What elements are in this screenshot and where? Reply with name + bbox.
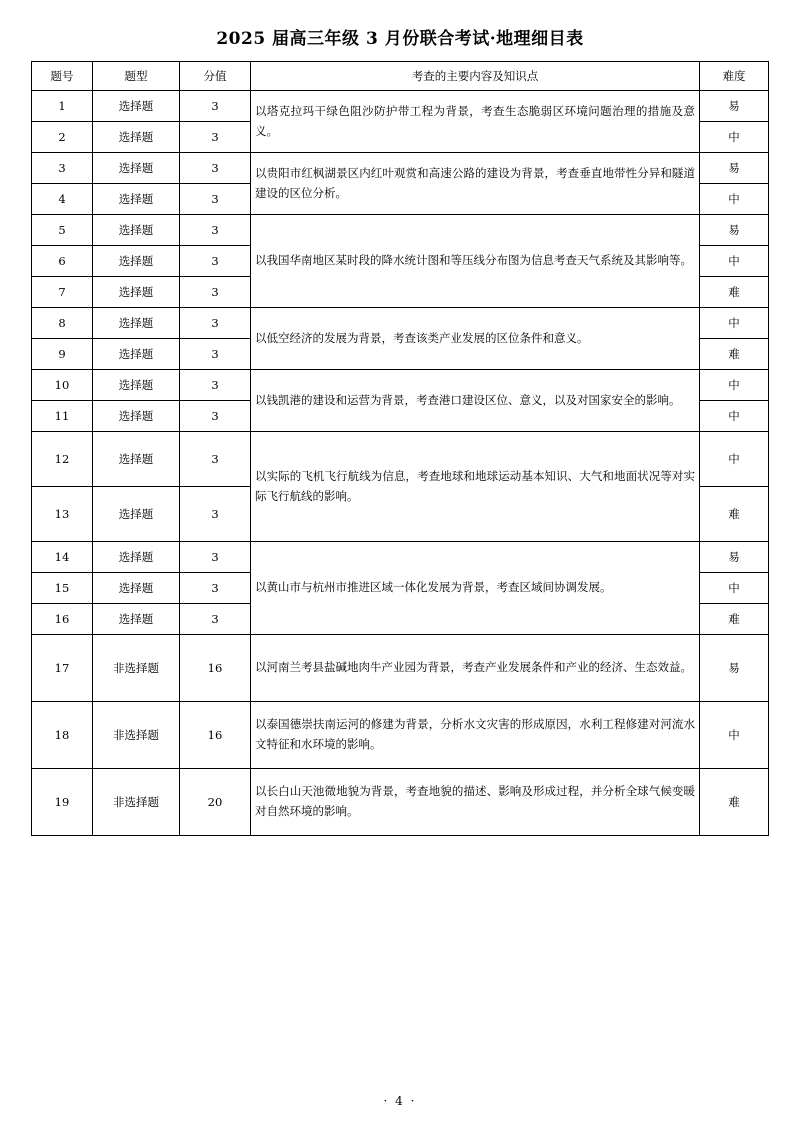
- cell-no: 9: [32, 339, 93, 370]
- cell-difficulty: 中: [700, 308, 769, 339]
- cell-type: 非选择题: [93, 635, 180, 702]
- cell-no: 13: [32, 487, 93, 542]
- table-row: [32, 702, 769, 769]
- cell-type: 选择题: [93, 122, 180, 153]
- cell-content: 以我国华南地区某时段的降水统计图和等压线分布图为信息考查天气系统及其影响等。: [251, 215, 700, 308]
- cell-difficulty: 中: [700, 246, 769, 277]
- cell-content: 以钱凯港的建设和运营为背景，考查港口建设区位、意义，以及对国家安全的影响。: [251, 370, 700, 432]
- table-header-row: [32, 62, 769, 91]
- column-header-difficulty: 难度: [700, 62, 769, 91]
- column-header-no: 题号: [32, 62, 93, 91]
- cell-content: 以河南兰考县盐碱地肉牛产业园为背景，考查产业发展条件和产业的经济、生态效益。: [251, 635, 700, 702]
- cell-no: 17: [32, 635, 93, 702]
- cell-score: 3: [180, 432, 251, 487]
- table-header: [32, 62, 769, 91]
- table-row: [32, 215, 769, 246]
- table-row: [32, 542, 769, 573]
- cell-difficulty: 易: [700, 91, 769, 122]
- cell-no: 8: [32, 308, 93, 339]
- cell-score: 3: [180, 153, 251, 184]
- cell-no: 6: [32, 246, 93, 277]
- cell-type: 选择题: [93, 153, 180, 184]
- cell-score: 16: [180, 702, 251, 769]
- exam-detail-table: [31, 61, 769, 836]
- cell-difficulty: 易: [700, 635, 769, 702]
- cell-difficulty: 难: [700, 604, 769, 635]
- cell-type: 选择题: [93, 339, 180, 370]
- cell-difficulty: 难: [700, 487, 769, 542]
- cell-no: 14: [32, 542, 93, 573]
- table-row: [32, 635, 769, 702]
- cell-type: 选择题: [93, 91, 180, 122]
- cell-no: 19: [32, 769, 93, 836]
- cell-score: 3: [180, 215, 251, 246]
- table-body: [32, 91, 769, 836]
- document-page: [0, 24, 800, 1136]
- cell-score: 3: [180, 184, 251, 215]
- cell-score: 3: [180, 122, 251, 153]
- cell-no: 15: [32, 573, 93, 604]
- cell-no: 18: [32, 702, 93, 769]
- cell-no: 5: [32, 215, 93, 246]
- cell-difficulty: 中: [700, 370, 769, 401]
- cell-type: 选择题: [93, 246, 180, 277]
- cell-content: 以泰国德崇扶南运河的修建为背景，分析水文灾害的形成原因，水利工程修建对河流水文特征和水环境的影响。: [251, 702, 700, 769]
- cell-score: 3: [180, 308, 251, 339]
- cell-score: 20: [180, 769, 251, 836]
- cell-no: 1: [32, 91, 93, 122]
- cell-no: 2: [32, 122, 93, 153]
- cell-difficulty: 难: [700, 769, 769, 836]
- table-row: [32, 769, 769, 836]
- cell-score: 3: [180, 246, 251, 277]
- cell-type: 选择题: [93, 184, 180, 215]
- cell-score: 16: [180, 635, 251, 702]
- cell-score: 3: [180, 370, 251, 401]
- column-header-score: 分值: [180, 62, 251, 91]
- cell-score: 3: [180, 401, 251, 432]
- cell-type: 选择题: [93, 277, 180, 308]
- cell-type: 选择题: [93, 401, 180, 432]
- cell-difficulty: 中: [700, 573, 769, 604]
- table-row: [32, 370, 769, 401]
- cell-type: 非选择题: [93, 702, 180, 769]
- cell-no: 4: [32, 184, 93, 215]
- cell-content: 以贵阳市红枫湖景区内红叶观赏和高速公路的建设为背景，考查垂直地带性分异和隧道建设的区位分析。: [251, 153, 700, 215]
- cell-type: 选择题: [93, 215, 180, 246]
- page-title: 2025 届高三年级 3 月份联合考试·地理细目表: [216, 29, 584, 49]
- cell-no: 7: [32, 277, 93, 308]
- cell-content: 以实际的飞机飞行航线为信息，考查地球和地球运动基本知识、大气和地面状况等对实际飞行航线的影响。: [251, 432, 700, 542]
- table-row: [32, 432, 769, 487]
- table-row: [32, 308, 769, 339]
- cell-difficulty: 中: [700, 122, 769, 153]
- cell-content: 以低空经济的发展为背景，考查该类产业发展的区位条件和意义。: [251, 308, 700, 370]
- table-row: [32, 153, 769, 184]
- cell-no: 10: [32, 370, 93, 401]
- cell-content: 以黄山市与杭州市推进区域一体化发展为背景，考查区域间协调发展。: [251, 542, 700, 635]
- cell-no: 12: [32, 432, 93, 487]
- cell-difficulty: 难: [700, 339, 769, 370]
- cell-difficulty: 易: [700, 153, 769, 184]
- cell-type: 非选择题: [93, 769, 180, 836]
- cell-content: 以塔克拉玛干绿色阻沙防护带工程为背景，考查生态脆弱区环境问题治理的措施及意义。: [251, 91, 700, 153]
- cell-type: 选择题: [93, 308, 180, 339]
- cell-no: 11: [32, 401, 93, 432]
- cell-type: 选择题: [93, 487, 180, 542]
- cell-score: 3: [180, 339, 251, 370]
- cell-difficulty: 易: [700, 215, 769, 246]
- cell-difficulty: 中: [700, 702, 769, 769]
- cell-no: 3: [32, 153, 93, 184]
- cell-score: 3: [180, 487, 251, 542]
- cell-no: 16: [32, 604, 93, 635]
- page-number: · 4 ·: [383, 1094, 417, 1108]
- cell-type: 选择题: [93, 432, 180, 487]
- cell-difficulty: 中: [700, 432, 769, 487]
- cell-difficulty: 易: [700, 542, 769, 573]
- cell-type: 选择题: [93, 370, 180, 401]
- cell-type: 选择题: [93, 573, 180, 604]
- cell-score: 3: [180, 542, 251, 573]
- table-row: [32, 91, 769, 122]
- cell-type: 选择题: [93, 542, 180, 573]
- cell-difficulty: 难: [700, 277, 769, 308]
- cell-difficulty: 中: [700, 184, 769, 215]
- cell-score: 3: [180, 91, 251, 122]
- column-header-type: 题型: [93, 62, 180, 91]
- cell-score: 3: [180, 604, 251, 635]
- cell-difficulty: 中: [700, 401, 769, 432]
- cell-score: 3: [180, 277, 251, 308]
- cell-type: 选择题: [93, 604, 180, 635]
- cell-content: 以长白山天池微地貌为背景，考查地貌的描述、影响及形成过程，并分析全球气候变暖对自然环境的影响。: [251, 769, 700, 836]
- cell-score: 3: [180, 573, 251, 604]
- column-header-content: 考查的主要内容及知识点: [251, 62, 700, 91]
